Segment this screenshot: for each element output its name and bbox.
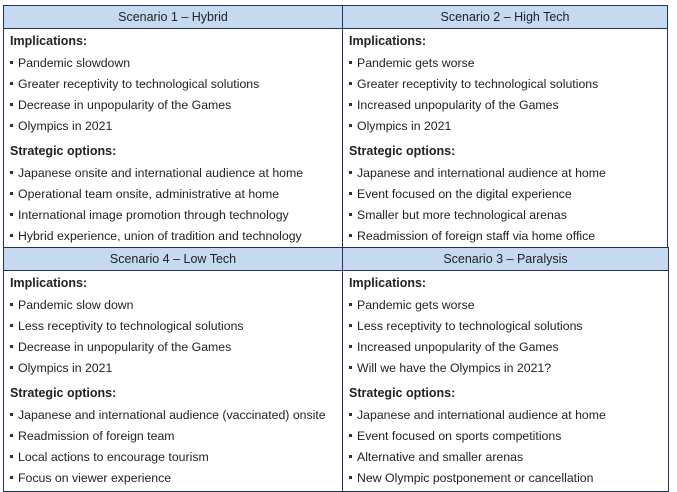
strategic-options-heading: Strategic options: xyxy=(349,144,456,158)
strategic-options-text: Alternative and smaller arenas xyxy=(357,450,524,464)
implications-text: Olympics in 2021 xyxy=(357,119,452,133)
implications-item xyxy=(10,95,336,116)
bullet-icon xyxy=(349,124,352,127)
bullet-icon xyxy=(10,234,13,237)
strategic-options-item xyxy=(10,447,336,468)
bullet-icon xyxy=(10,324,13,327)
strategic-options-item xyxy=(349,184,661,205)
strategic-options-item xyxy=(349,163,661,184)
implications-text: Olympics in 2021 xyxy=(18,119,113,133)
body-row xyxy=(4,271,669,492)
strategic-options-item xyxy=(10,163,336,184)
scenario-3-cell xyxy=(343,271,669,492)
strategic-options-item xyxy=(349,205,661,226)
bullet-icon xyxy=(349,324,352,327)
scenario-1-header: Scenario 1 – Hybrid xyxy=(4,6,343,29)
bullet-icon xyxy=(349,103,352,106)
strategic-options-heading: Strategic options: xyxy=(349,386,456,400)
implications-item xyxy=(10,53,336,74)
strategic-options-text: Japanese and international audience at home xyxy=(357,166,606,180)
implications-text: Decrease in unpopularity of the Games xyxy=(18,340,232,354)
strategic-options-text: Local actions to encourage tourism xyxy=(18,450,209,464)
bullet-icon xyxy=(349,61,352,64)
strategic-options-text: Focus on viewer experience xyxy=(18,471,172,485)
scenario-2-header: Scenario 2 – High Tech xyxy=(343,6,668,29)
implications-text: Increased unpopularity of the Games xyxy=(357,98,559,112)
implications-item xyxy=(10,295,336,316)
strategic-options-item xyxy=(349,226,661,247)
implications-text: Pandemic slow down xyxy=(18,298,134,312)
strategic-options-heading: Strategic options: xyxy=(10,386,117,400)
scenario-3-header: Scenario 3 – Paralysis xyxy=(343,248,669,271)
bullet-icon xyxy=(349,303,352,306)
bullet-icon xyxy=(349,82,352,85)
strategic-options-item xyxy=(10,405,336,426)
strategic-options-text: Japanese and international audience (vaccinated) onsite xyxy=(18,408,326,422)
implications-text: Pandemic gets worse xyxy=(357,56,475,70)
strategic-options-text: Readmission of foreign team xyxy=(18,429,175,443)
bullet-icon xyxy=(10,366,13,369)
implications-heading: Implications: xyxy=(10,34,88,48)
strategic-options-item xyxy=(10,426,336,447)
strategic-options-item xyxy=(349,468,662,489)
strategic-options-text: Japanese and international audience at home xyxy=(357,408,606,422)
bullet-icon xyxy=(349,213,352,216)
bullet-icon xyxy=(10,213,13,216)
bullet-icon xyxy=(10,61,13,64)
bullet-icon xyxy=(349,434,352,437)
implications-item xyxy=(10,337,336,358)
bullet-icon xyxy=(349,476,352,479)
implications-text: Pandemic gets worse xyxy=(357,298,475,312)
bullet-icon xyxy=(10,171,13,174)
bullet-icon xyxy=(349,192,352,195)
implications-item xyxy=(349,316,662,337)
bullet-icon xyxy=(10,476,13,479)
implications-text: Greater receptivity to technological solutions xyxy=(357,77,599,91)
strategic-options-text: Hybrid experience, union of tradition and technology xyxy=(18,229,302,243)
scenario-table-bottom xyxy=(3,247,669,492)
strategic-options-item xyxy=(10,205,336,226)
implications-item xyxy=(349,53,661,74)
strategic-options-text: Readmission of foreign staff via home office xyxy=(357,229,596,243)
implications-item xyxy=(10,74,336,95)
bullet-icon xyxy=(349,455,352,458)
implications-item xyxy=(349,95,661,116)
strategic-options-text: New Olympic postponement or cancellation xyxy=(357,471,594,485)
bullet-icon xyxy=(10,455,13,458)
implications-heading: Implications: xyxy=(10,276,88,290)
implications-text: Will we have the Olympics in 2021? xyxy=(357,361,552,375)
implications-item xyxy=(349,295,662,316)
strategic-options-text: Japanese onsite and international audience at home xyxy=(18,166,304,180)
strategic-options-item xyxy=(10,184,336,205)
strategic-options-item xyxy=(349,426,662,447)
implications-heading: Implications: xyxy=(349,276,427,290)
bullet-icon xyxy=(349,366,352,369)
strategic-options-text: International image promotion through technology xyxy=(18,208,289,222)
bullet-icon xyxy=(349,171,352,174)
implications-text: Increased unpopularity of the Games xyxy=(357,340,559,354)
strategic-options-text: Operational team onsite, administrative at home xyxy=(18,187,280,201)
implications-text: Decrease in unpopularity of the Games xyxy=(18,98,232,112)
implications-item xyxy=(349,116,661,137)
bullet-icon xyxy=(10,345,13,348)
implications-item xyxy=(10,358,336,379)
body-row xyxy=(4,29,668,250)
implications-item xyxy=(349,358,662,379)
implications-item xyxy=(10,316,336,337)
bullet-icon xyxy=(349,234,352,237)
bullet-icon xyxy=(349,345,352,348)
strategic-options-text: Event focused on the digital experience xyxy=(357,187,572,201)
implications-text: Olympics in 2021 xyxy=(18,361,113,375)
bullet-icon xyxy=(10,192,13,195)
scenario-2-cell xyxy=(343,29,668,250)
strategic-options-item xyxy=(349,405,662,426)
scenario-table-top xyxy=(3,5,668,250)
strategic-options-text: Smaller but more technological arenas xyxy=(357,208,567,222)
header-row xyxy=(4,6,668,29)
implications-item xyxy=(349,74,661,95)
header-row xyxy=(4,248,669,271)
scenario-4-header: Scenario 4 – Low Tech xyxy=(4,248,343,271)
bullet-icon xyxy=(10,413,13,416)
scenario-4-cell xyxy=(4,271,343,492)
strategic-options-item xyxy=(10,468,336,489)
implications-heading: Implications: xyxy=(349,34,427,48)
bullet-icon xyxy=(10,103,13,106)
strategic-options-item xyxy=(349,447,662,468)
bullet-icon xyxy=(10,124,13,127)
strategic-options-heading: Strategic options: xyxy=(10,144,117,158)
strategic-options-text: Event focused on sports competitions xyxy=(357,429,562,443)
implications-text: Less receptivity to technological solutions xyxy=(357,319,583,333)
implications-text: Pandemic slowdown xyxy=(18,56,131,70)
implications-item xyxy=(349,337,662,358)
bullet-icon xyxy=(10,82,13,85)
strategic-options-item xyxy=(10,226,336,247)
scenario-1-cell xyxy=(4,29,343,250)
implications-item xyxy=(10,116,336,137)
implications-text: Less receptivity to technological solutions xyxy=(18,319,244,333)
bullet-icon xyxy=(10,303,13,306)
bullet-icon xyxy=(349,413,352,416)
bullet-icon xyxy=(10,434,13,437)
implications-text: Greater receptivity to technological solutions xyxy=(18,77,260,91)
